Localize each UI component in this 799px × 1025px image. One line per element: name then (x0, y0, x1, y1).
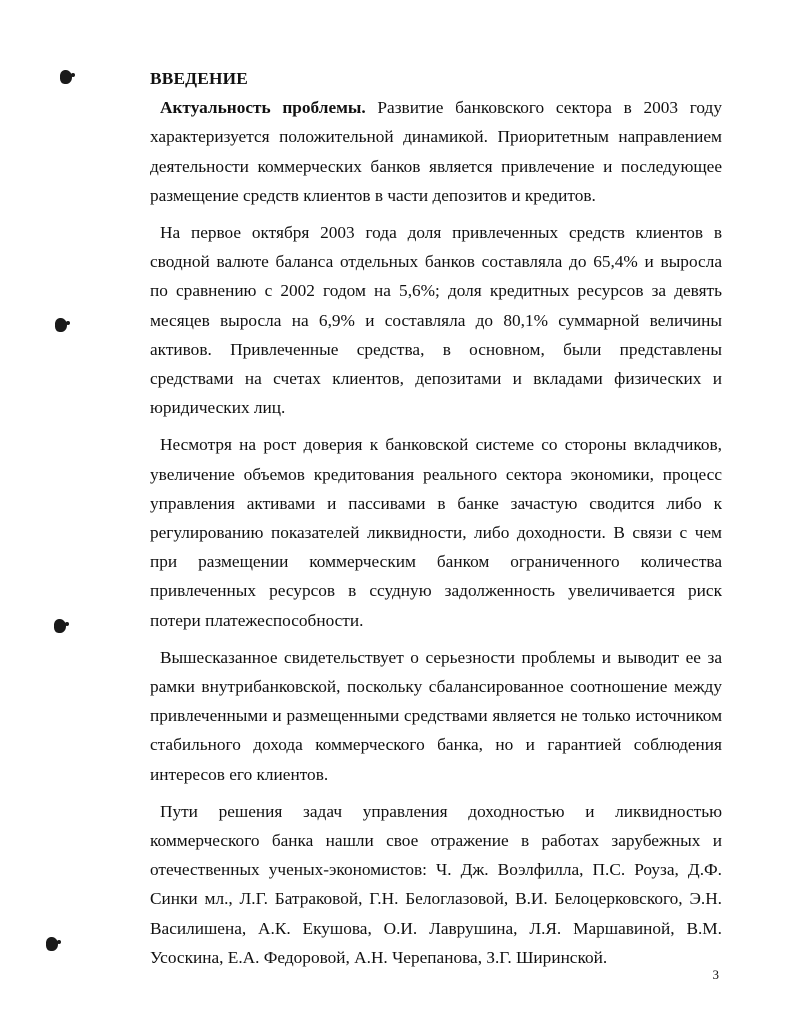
paragraph-relevance (150, 93, 722, 210)
paragraph-text: Развитие банковского сектора в 2003 году характеризуется положительной динамикой. Приоритетным направлением деятельности коммерческих банков является привлечение и последующее размещение средств клиентов в части депозитов и кредитов. (150, 98, 722, 205)
page-heading: ВВЕДЕНИЕ (150, 69, 249, 88)
paragraph-statistics: На первое октября 2003 года доля привлеченных средств клиентов в сводной валюте баланса отдельных банков составляла до 65,4% и выросла по сравнению с 2002 годом на 5,6%; доля кредитных ресурсов за девять месяцев выросла на 6,9% и составляла до 80,1% суммарной величины активов. Привлеченные средства, в основном, были представлены средствами на счетах клиентов, депозитами и вкладами физических и юридических лиц. (150, 223, 722, 418)
paragraph-literature: Пути решения задач управления доходностью и ликвидностью коммерческого банка нашли свое отражение в работах зарубежных и отечественных ученых-экономистов: Ч. Дж. Воэлфилла, П.С. Роуза, Д.Ф. Синки мл., Л.Г. Батраковой, Г.Н. Белоглазовой, В.И. Белоцерковского, Э.Н. Василишена, А.К. Екушова, О.И. Лаврушина, Л.Я. Маршавиной, В.М. Усоскина, Е.А. Федоровой, А.Н. Черепанова, З.Г. Ширинской. (150, 801, 722, 967)
body-text (150, 64, 722, 972)
punch-hole-mark (60, 70, 72, 84)
paragraph-risk: Несмотря на рост доверия к банковской системе со стороны вкладчиков, увеличение объемов кредитования реального сектора экономики, процесс управления активами и пассивами в банке зачастую сводится либо к регулированию показателей ликвидности, либо доходности. В связи с чем при размещении коммерческим банком ограниченного количества привлеченных ресурсов в ссудную задолженность увеличивается риск потери платежеспособности. (150, 435, 722, 630)
paragraph-lead: Актуальность проблемы. (160, 98, 366, 118)
punch-hole-mark (54, 619, 66, 633)
page-number: 3 (712, 967, 719, 982)
paragraph-significance: Вышесказанное свидетельствует о серьезности проблемы и выводит ее за рамки внутрибанковской, поскольку сбалансированное соотношение между привлеченными и размещенными средствами является не только источником стабильного дохода коммерческого банка, но и гарантией соблюдения интересов его клиентов. (150, 647, 722, 784)
punch-hole-mark (55, 318, 67, 332)
punch-hole-mark (46, 937, 58, 951)
